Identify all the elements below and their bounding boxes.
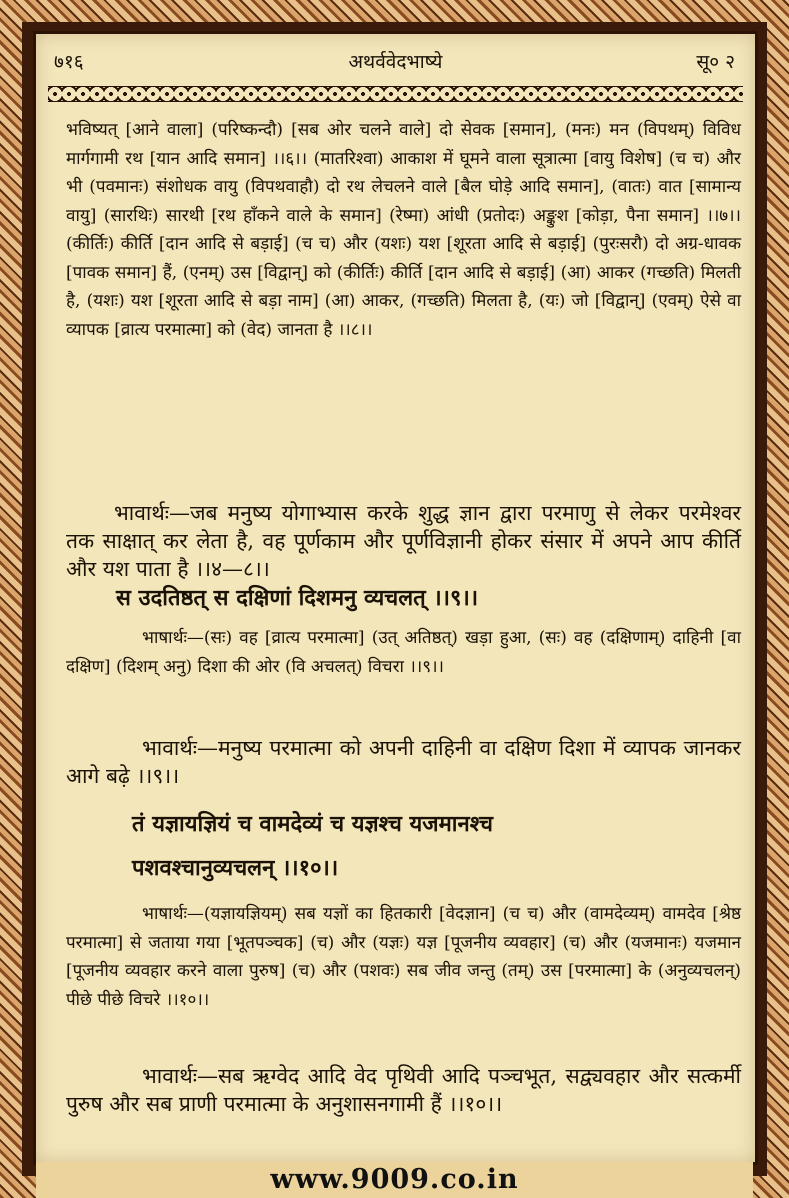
mantra-9: स उदतिष्ठत् स दक्षिणां दिशमनु व्यचलत् ।।९।। — [116, 585, 479, 611]
book-title: अथर्ववेदभाष्ये — [348, 51, 443, 73]
page-number: ७१६ — [54, 51, 84, 73]
mantra-10-line2: पशवश्चानुव्यचलन् ।।१०।। — [132, 855, 339, 881]
bhavartha-9: भावार्थः—मनुष्य परमात्मा को अपनी दाहिनी वा दक्षिण दिशा में व्यापक जानकर आगे बढ़े ।।९।। — [66, 736, 741, 788]
commentary-paragraph-6-8: भविष्यत् [आने वाला] (परिष्कन्दौ) [सब ओर चलने वाले] दो सेवक [समान], (मनः) मन (विपथम्) विविध मार्गगामी रथ [यान आदि समान] ।।६।। (मातरिश्वा) आकाश में घूमने वाला सूत्रात्मा [वायु विशेष] (च च) और भी (पवमानः) संशोधक वायु (विपथवाहौ) दो रथ लेचलने वाले [बैल घोड़े आदि समान], (वातः) वात [सामान्य वायु] (सारथिः) सारथी [रथ हाँकने वाले के समान] (रेष्मा) आंधी (प्रतोदः) अङ्कुश [कोड़ा, पैना समान] ।।७।। (कीर्तिः) कीर्ति [दान आदि से बड़ाई] (च च) और (यशः) यश [शूरता आदि से बड़ाई] (पुरःसरौ) दो अग्र-धावक [पावक समान] हैं, (एनम्) उस [विद्वान्] को (कीर्तिः) कीर्ति [दान आदि से बड़ाई] (आ) आकर (गच्छति) मिलती है, (यशः) यश [शूरता आदि से बड़ा नाम] (आ) आकर, (गच्छति) मिलता है, (यः) जो [विद्वान्] (एवम्) ऐसे वा व्यापक [व्रात्य परमात्मा] को (वेद) जानता है ।।८।। — [66, 120, 741, 340]
bhasharth-9: भाषार्थः—(सः) वह [व्रात्य परमात्मा] (उत् अतिष्ठत्) खड़ा हुआ, (सः) वह (दक्षिणाम्) दाहिनी [वा दक्षिण] (दिशम् अनु) दिशा की ओर (वि अचलत्) विचरा ।।९।। — [66, 628, 741, 677]
website-footer: www.9009.co.in — [270, 1164, 519, 1195]
bhavartha-4-8: भावार्थः—जब मनुष्य योगाभ्यास करके शुद्ध ज्ञान द्वारा परमाणु से लेकर परमेश्वर तक साक्षात् कर लेता है, वह पूर्णकाम और पूर्णविज्ञानी होकर संसार में अपने आप कीर्ति और यश पाता है ।।४—८।। — [66, 501, 741, 581]
header-ornament-rule — [48, 86, 743, 102]
mantra-10-line1: तं यज्ञायज्ञियं च वामदेव्यं च यज्ञश्च यजमानश्च — [132, 811, 494, 837]
bhavartha-10: भावार्थः—सब ऋग्वेद आदि वेद पृथिवी आदि पञ्चभूत, सद्व्यवहार और सत्कर्मी पुरुष और सब प्राणी परमात्मा के अनुशासनगामी हैं ।।१०।। — [66, 1064, 741, 1116]
sukta-number: सू० २ — [696, 51, 735, 73]
book-page — [36, 34, 755, 1162]
bhasharth-10: भाषार्थः—(यज्ञायज्ञियम्) सब यज्ञों का हितकारी [वेदज्ञान] (च च) और (वामदेव्यम्) वामदेव [श्रेष्ठ परमात्मा] से जताया गया [भूतपञ्चक] (च) और (यज्ञः) यज्ञ [पूजनीय व्यवहार] (च) और (यजमानः) यजमान [पूजनीय व्यवहार करने वाला पुरुष] (च) और (पशवः) सब जीव जन्तु (तम्) उस [परमात्मा] के (अनुव्यचलन्) पीछे पीछे विचरे ।।१०।। — [66, 904, 741, 1010]
